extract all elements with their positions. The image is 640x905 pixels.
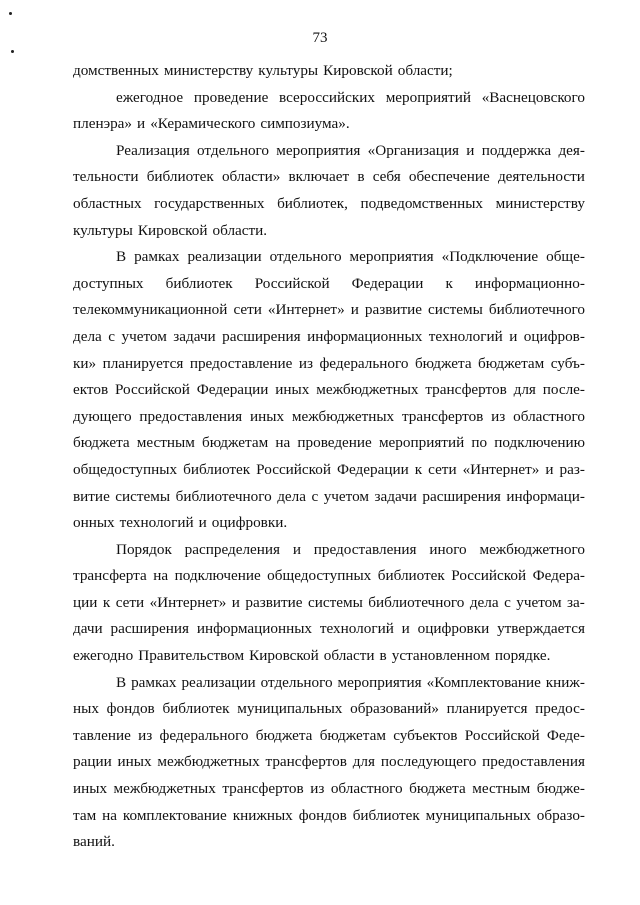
paragraph <box>73 244 585 537</box>
text-line: ваний. <box>73 833 115 851</box>
paragraph <box>73 670 585 856</box>
text-line: ки» планируется предоставление из федерального бюджета бюджетам субъ- <box>73 354 585 372</box>
text-line: там на комплектование книжных фондов библиотек муниципальных образо- <box>73 806 585 824</box>
paragraph <box>73 138 585 244</box>
text-line: рации иных межбюджетных трансфертов для последующего предоставления <box>73 753 585 771</box>
text-line: пленэра» и «Керамического симпозиума». <box>73 115 350 133</box>
text-line: Порядок распределения и предоставления иного межбюджетного <box>116 540 585 558</box>
text-line: дела с учетом задачи расширения информационных технологий и оцифров- <box>73 327 585 345</box>
text-line: областных государственных библиотек, подведомственных министерству <box>73 194 585 212</box>
text-line: В рамках реализации отдельного мероприятия «Подключение обще- <box>116 248 585 266</box>
document-body <box>73 58 585 856</box>
text-line: тельности библиотек области» включает в себя обеспечение деятельности <box>73 168 585 186</box>
paragraph <box>73 58 585 85</box>
text-line: дующего предоставления иных межбюджетных трансфертов из областного <box>73 407 585 425</box>
text-line: дачи расширения информационных технологий и оцифровки утверждается <box>73 620 585 638</box>
text-line: онных технологий и оцифровки. <box>73 514 288 532</box>
scan-mark-top <box>9 12 12 15</box>
text-line: В рамках реализации отдельного мероприятия «Комплектование книж- <box>116 673 585 691</box>
text-line: трансферта на подключение общедоступных библиотек Российской Федера- <box>73 567 585 585</box>
text-line: Реализация отдельного мероприятия «Организация и поддержка дея- <box>116 141 585 159</box>
text-line: культуры Кировской области. <box>73 221 268 239</box>
page-number: 73 <box>312 30 328 46</box>
text-line: домственных министерству культуры Кировской области; <box>73 62 453 79</box>
text-line: ежегодное проведение всероссийских мероприятий «Васнецовского <box>116 88 585 106</box>
text-line: витие системы библиотечного дела с учетом задачи расширения информаци- <box>73 487 585 505</box>
paragraph <box>73 85 585 138</box>
text-line: ции к сети «Интернет» и развитие системы библиотечного дела с учетом за- <box>73 593 585 611</box>
text-line: ежегодно Правительством Кировской области в установленном порядке. <box>73 647 551 665</box>
text-line: общедоступных библиотек Российской Федерации к сети «Интернет» и раз- <box>73 460 585 478</box>
text-line: ектов Российской Федерации иных межбюджетных трансфертов для после- <box>73 381 585 399</box>
text-line: бюджета местным бюджетам на проведение мероприятий по подключению <box>73 434 585 452</box>
text-line: телекоммуникационной сети «Интернет» и развитие системы библиотечного <box>73 301 585 319</box>
scan-mark-left <box>11 50 14 53</box>
text-line: тавление из федерального бюджета бюджетам субъектов Российской Феде- <box>73 726 585 744</box>
text-line: доступных библиотек Российской Федерации к информационно- <box>73 274 585 292</box>
text-line: ных фондов библиотек муниципальных образований» планируется предос- <box>73 700 585 718</box>
paragraph <box>73 537 585 670</box>
text-line: иных межбюджетных трансфертов из областного бюджета местным бюдже- <box>73 780 585 798</box>
